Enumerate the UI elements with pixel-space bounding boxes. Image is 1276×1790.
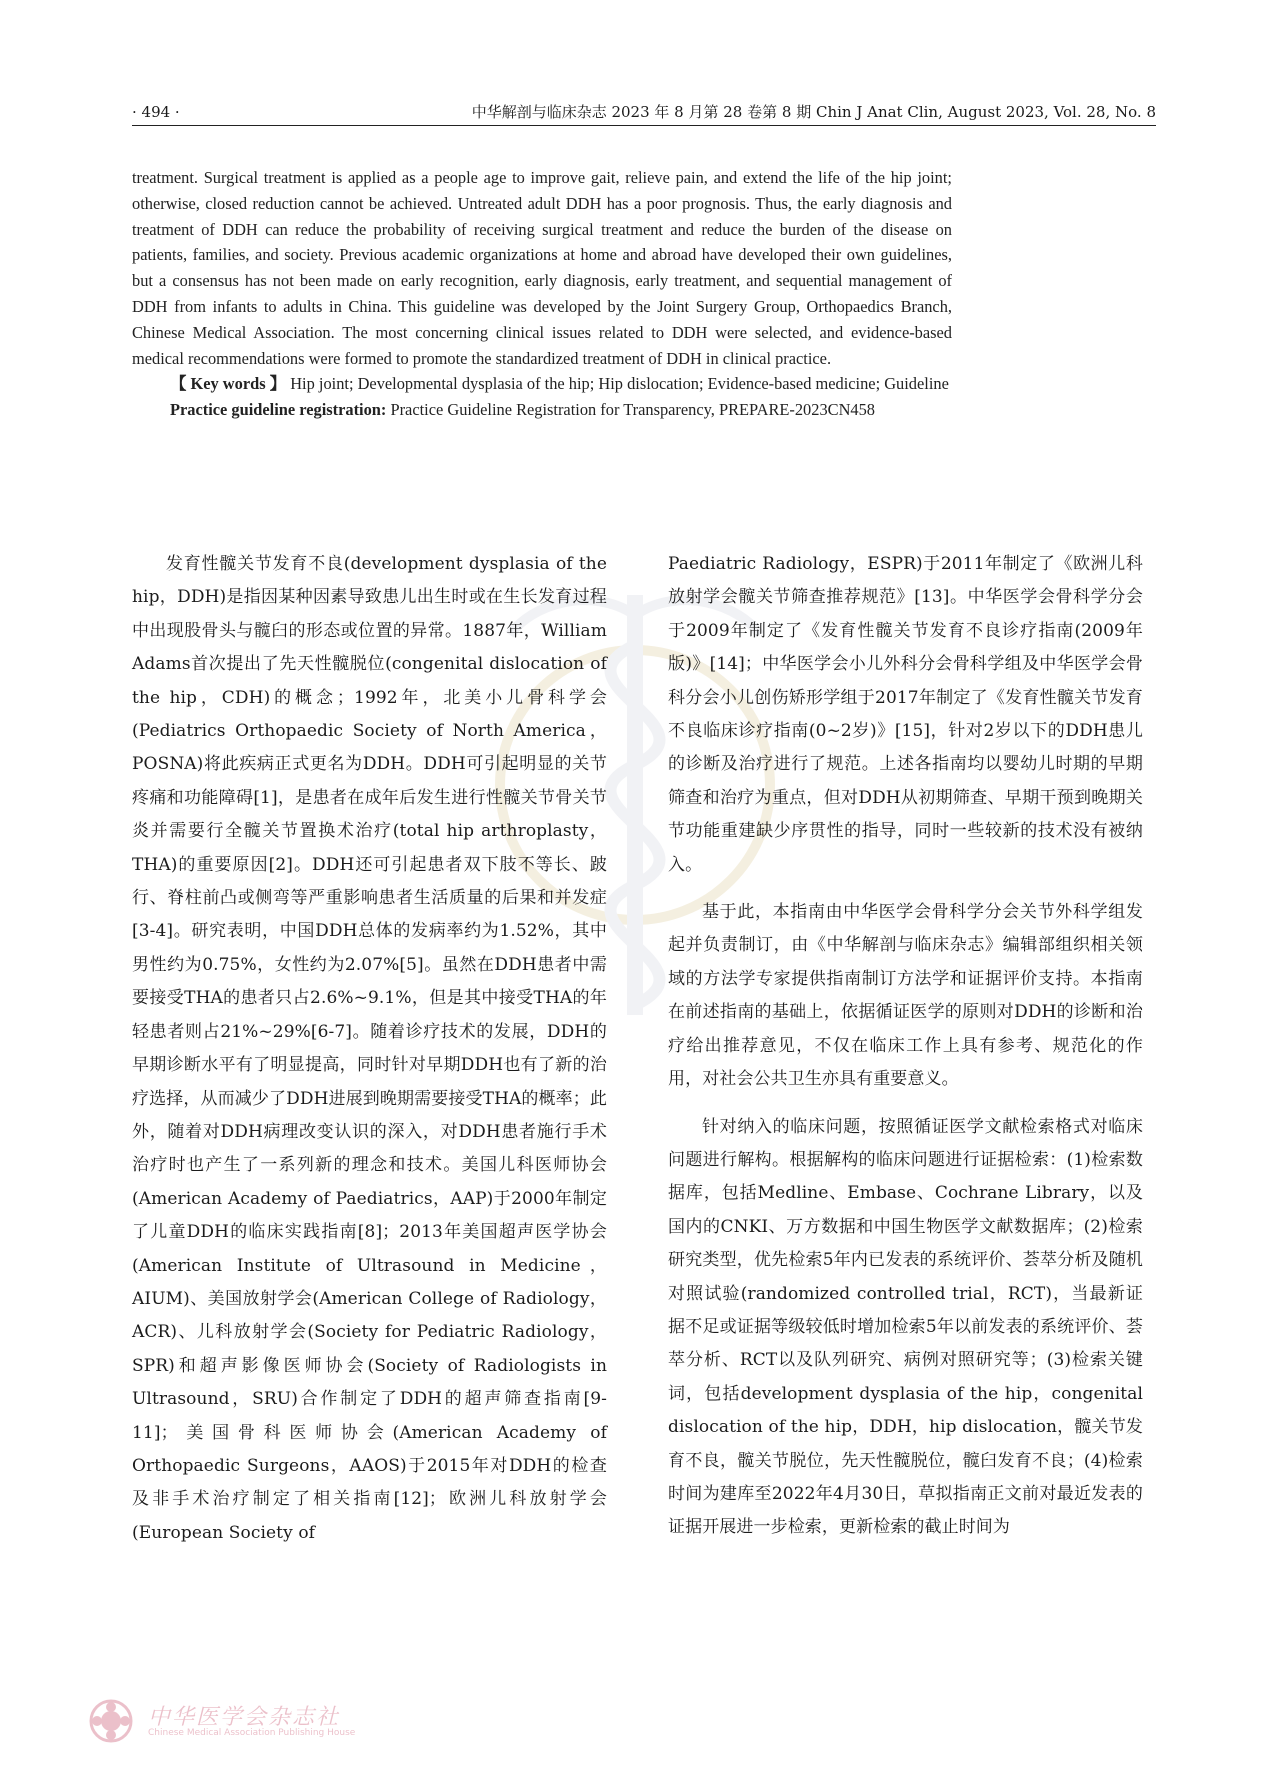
body-column-right xyxy=(668,548,1143,1545)
abstract-body: treatment. Surgical treatment is applied as a people age to improve gait, relieve pain, and extend the life of the hip joint; otherwise, closed reduction cannot be achieved. Untreated adult DDH has a poor prognosis. Thus, the early diagnosis and treatment of DDH can reduce the probability of receiving surgical treatment and reduce the burden of the disease on patients, families, and society. Previous academic organizations at home and abroad have developed their own guidelines, but a consensus has not been made on early recognition, early diagnosis, early treatment, and sequential management of DDH from infants to adults in China. This guideline was developed by the Joint Surgery Group, Orthopaedics Branch, Chinese Medical Association. The most concerning clinical issues related to DDH were selected, and evidence-based medical recommendations were formed to promote the standardized treatment of DDH in clinical practice. xyxy=(132,168,952,368)
page-number: · 494 · xyxy=(132,103,180,121)
registration-line xyxy=(132,397,952,423)
publisher-name: 中华医学会杂志社 xyxy=(148,1705,341,1730)
registration-text: Practice Guideline Registration for Transparency, PREPARE-2023CN458 xyxy=(386,400,876,420)
paragraph: 针对纳入的临床问题，按照循证医学文献检索格式对临床问题进行解构。根据解构的临床问题进行证据检索：(1)检索数据库，包括Medline、Embase、Cochrane Library，以及国内的CNKI、万方数据和中国生物医学文献数据库；(2)检索研究类型，优先检索5年内已发表的系统评价、荟萃分析及随机对照试验(randomized controlled trial，RCT)，当最新证据不足或证据等级较低时增加检索5年以前发表的系统评价、荟萃分析、RCT以及队列研究、病例对照研究等；(3)检索关键词，包括development dysplasia of the hip，congenital dislocation of the hip，DDH，hip dislocation，髋关节发育不良，髋关节脱位，先天性髋脱位，髋臼发育不良；(4)检索时间为建库至2022年4月30日，草拟指南正文前对最近发表的证据开展进一步检索，更新检索的截止时间为 xyxy=(668,1116,1143,1538)
journal-citation: 中华解剖与临床杂志 2023 年 8 月第 28 卷第 8 期 Chin J Anat Clin, August 2023, Vol. 28, No. 8 xyxy=(471,103,1156,121)
paragraph: 基于此，本指南由中华医学会骨科学分会关节外科学组发起并负责制订，由《中华解剖与临床杂志》编辑部组织相关领域的方法学专家提供指南制订方法学和证据评价支持。本指南在前述指南的基础上，依据循证医学的原则对DDH的诊断和治疗给出推荐意见，不仅在临床工作上具有参考、规范化的作用，对社会公共卫生亦具有重要意义。 xyxy=(668,902,1143,1090)
publisher-name-en: Chinese Medical Association Publishing House xyxy=(148,1728,356,1738)
paragraph: Paediatric Radiology，ESPR)于2011年制定了《欧洲儿科放射学会髋关节筛查推荐规范》[13]。中华医学会骨科学分会于2009年制定了《发育性髋关节发育不良诊疗指南(2009年版)》[14]；中华医学会小儿外科分会骨科学组及中华医学会骨科分会小儿创伤矫形学组于2017年制定了《发育性髋关节发育不良临床诊疗指南(0~2岁)》[15]，针对2岁以下的DDH患儿的诊断及治疗进行了规范。上述各指南均以婴幼儿时期的早期筛查和治疗为重点，但对DDH从初期筛查、早期干预到晚期关节功能重建缺少序贯性的指导，同时一些较新的技术没有被纳入。 xyxy=(668,554,1143,875)
keywords-label: 【 Key words 】 xyxy=(170,374,287,394)
running-header xyxy=(132,103,1156,126)
english-abstract xyxy=(132,165,952,423)
body-column-left xyxy=(132,548,607,1550)
publisher-seal-icon xyxy=(88,1698,134,1744)
publisher-footer xyxy=(88,1698,608,1746)
paragraph: 发育性髋关节发育不良(development dysplasia of the hip，DDH)是指因某种因素导致患儿出生时或在生长发育过程中出现股骨头与髋臼的形态或位置的异常。1887年，William Adams首次提出了先天性髋脱位(congenital dislocation of the hip，CDH)的概念；1992年，北美小儿骨科学会(Pediatrics Orthopaedic Society of North America，POSNA)将此疾病正式更名为DDH。DDH可引起明显的关节疼痛和功能障碍[1]，是患者在成年后发生进行性髋关节骨关节炎并需要行全髋关节置换术治疗(total hip arthroplasty，THA)的重要原因[2]。DDH还可引起患者双下肢不等长、跛行、脊柱前凸或侧弯等严重影响患者生活质量的后果和并发症[3-4]。研究表明，中国DDH总体的发病率约为1.52%，其中男性约为0.75%，女性约为2.07%[5]。虽然在DDH患者中需要接受THA的患者只占2.6%~9.1%，但是其中接受THA的年轻患者则占21%~29%[6-7]。随着诊疗技术的发展，DDH的早期诊断水平有了明显提高，同时针对早期DDH也有了新的治疗选择，从而减少了DDH进展到晚期需要接受THA的概率；此外，随着对DDH病理改变认识的深入，对DDH患者施行手术治疗时也产生了一系列新的理念和技术。美国儿科医师协会(American Academy of Paediatrics，AAP)于2000年制定了儿童DDH的临床实践指南[8]；2013年美国超声医学协会(American Institute of Ultrasound in Medicine，AIUM)、美国放射学会(American College of Radiology，ACR)、儿科放射学会(Society for Pediatric Radiology，SPR)和超声影像医师协会(Society of Radiologists in Ultrasound，SRU)合作制定了DDH的超声筛查指南[9-11]；美国骨科医师协会(American Academy of Orthopaedic Surgeons，AAOS)于2015年对DDH的检查及非手术治疗制定了相关指南[12]；欧洲儿科放射学会(European Society of xyxy=(132,554,607,1543)
keywords-text: Hip joint; Developmental dysplasia of the hip; Hip dislocation; Evidence-based medicine; Guideline xyxy=(286,374,949,394)
keywords-line xyxy=(132,371,952,397)
registration-label: Practice guideline registration: xyxy=(170,400,387,420)
